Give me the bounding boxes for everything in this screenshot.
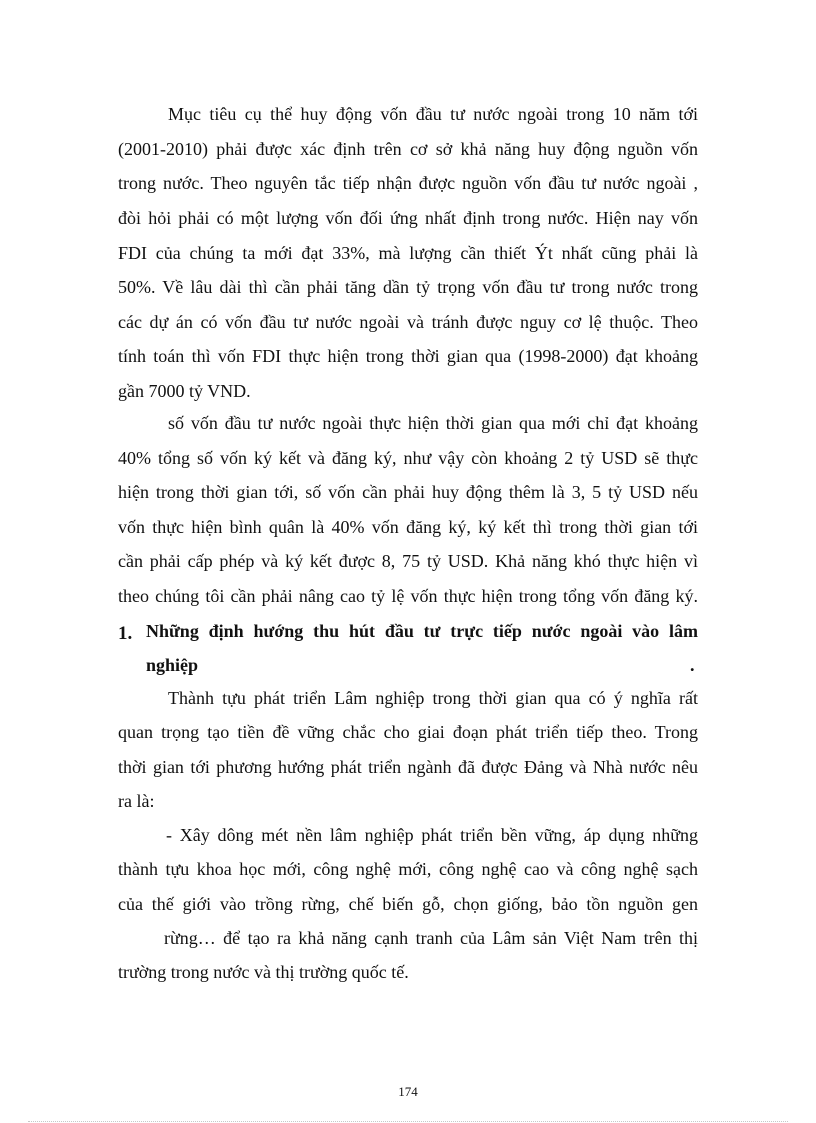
text-line: Thành tựu phát triển Lâm nghiệp trong thời gian qua có ý nghĩa rất bbox=[168, 688, 698, 708]
text-line: 40% tổng số vốn ký kết và đăng ký, như vậy còn khoảng 2 tỷ USD sẽ thực bbox=[118, 448, 698, 468]
page-number: 174 bbox=[398, 1084, 418, 1099]
text-line: ra là: bbox=[118, 791, 155, 811]
text-line: - Xây dông mét nền lâm nghiệp phát triển bền vững, áp dụng những bbox=[166, 825, 698, 845]
text-line: hiện trong thời gian tới, số vốn cần phải huy động thêm là 3, 5 tỷ USD nếu bbox=[118, 482, 698, 502]
text-line: đòi hỏi phải có một lượng vốn đối ứng nhất định trong nước. Hiện nay vốn bbox=[118, 208, 698, 228]
heading-line: Những định hướng thu hút đầu tư trực tiếp nước ngoài vào lâm bbox=[146, 621, 698, 641]
heading-number: 1. bbox=[118, 623, 133, 644]
text-line: gần 7000 tỷ VND. bbox=[118, 381, 251, 401]
text-line: trong nước. Theo nguyên tắc tiếp nhận được nguồn vốn đầu tư nước ngoài , bbox=[118, 173, 698, 193]
text-line: tính toán thì vốn FDI thực hiện trong thời gian qua (1998-2000) đạt khoảng bbox=[118, 346, 698, 366]
text-line: FDI của chúng ta mới đạt 33%, mà lượng cần thiết Ýt nhất cũng phải là bbox=[118, 243, 698, 263]
text-line: thời gian tới phương hướng phát triển ngành đã được Đảng và Nhà nước nêu bbox=[118, 757, 698, 777]
footer-divider bbox=[28, 1121, 788, 1122]
text-line: quan trọng tạo tiền đề vững chắc cho giai đoạn phát triển tiếp theo. Trong bbox=[118, 722, 698, 742]
text-line: theo chúng tôi cần phải nâng cao tỷ lệ vốn thực hiện trong tổng vốn đăng ký. bbox=[118, 586, 698, 606]
text-line: thành tựu khoa học mới, công nghệ mới, công nghệ cao và công nghệ sạch bbox=[118, 859, 698, 879]
heading-line: nghiệp bbox=[146, 655, 199, 675]
text-line: các dự án có vốn đầu tư nước ngoài và tránh được nguy cơ lệ thuộc. Theo bbox=[118, 312, 698, 332]
text-line: Mục tiêu cụ thể huy động vốn đầu tư nước ngoài trong 10 năm tới bbox=[168, 104, 698, 124]
text-line: của thế giới vào trồng rừng, chế biến gỗ, chọn giống, bảo tồn nguồn gen bbox=[118, 894, 698, 914]
heading-trailing-period: . bbox=[690, 655, 695, 675]
text-line: rừng… để tạo ra khả năng cạnh tranh của Lâm sản Việt Nam trên thị bbox=[164, 928, 698, 948]
text-line: 50%. Về lâu dài thì cần phải tăng dần tỷ trọng vốn đầu tư trong nước trong bbox=[118, 277, 698, 297]
text-line: vốn thực hiện bình quân là 40% vốn đăng ký, ký kết thì trong thời gian tới bbox=[118, 517, 698, 537]
text-line: (2001-2010) phải được xác định trên cơ sở khả năng huy động nguồn vốn bbox=[118, 139, 698, 159]
text-line: cần phải cấp phép và ký kết được 8, 75 tỷ USD. Khả năng khó thực hiện vì bbox=[118, 551, 698, 571]
text-line: trường trong nước và thị trường quốc tế. bbox=[118, 962, 409, 982]
text-line: số vốn đầu tư nước ngoài thực hiện thời gian qua mới chỉ đạt khoảng bbox=[168, 413, 698, 433]
